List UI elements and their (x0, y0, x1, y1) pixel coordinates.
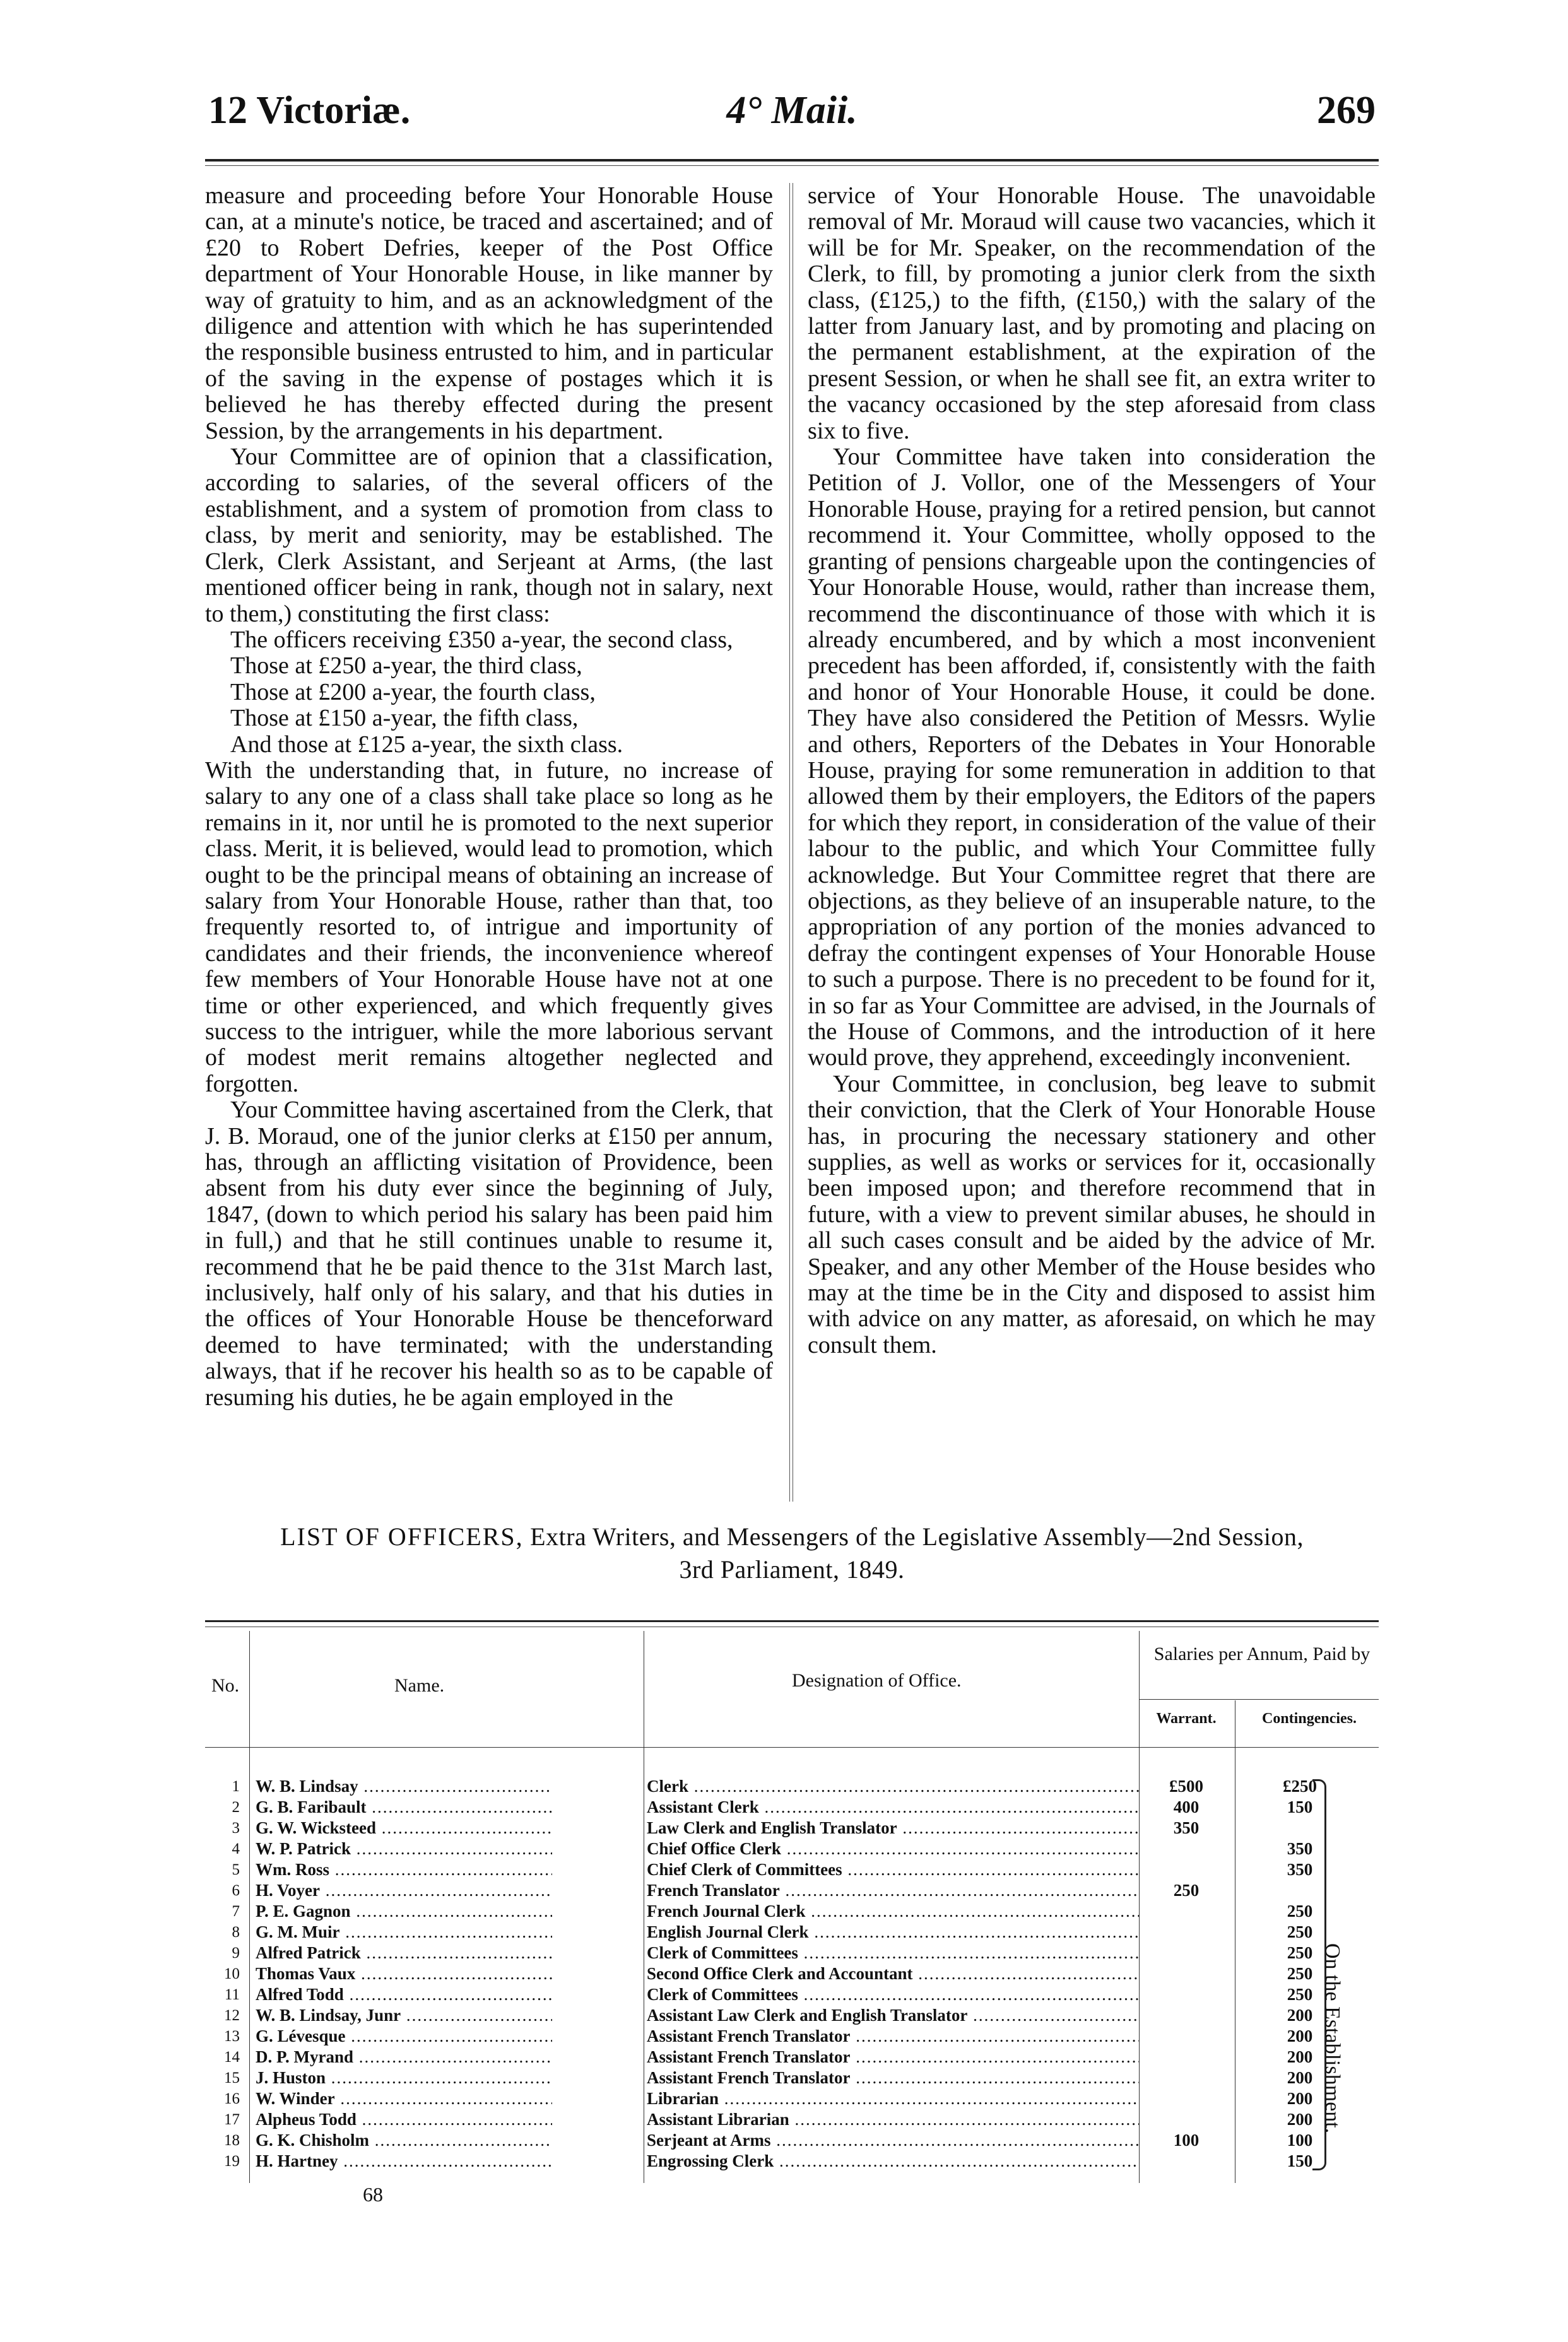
table-top-rule (205, 1620, 1379, 1622)
row-warrant: 100 (1173, 2131, 1200, 2150)
table-row (205, 2130, 1379, 2151)
header-salaries: Salaries per Annum, Paid by (1153, 1644, 1371, 1664)
row-designation: Clerk of Committees ..... (647, 1984, 1139, 2005)
table-header (205, 1631, 1379, 1748)
table-row (205, 2047, 1379, 2068)
row-number: 15 (224, 2069, 240, 2086)
paragraph: Your Committee have taken into consideration the Petition of J. Vollor, one of the Messengers of Your Honorable House, praying for a retired pension, but cannot recommend it. Your Committee, wholly opposed to the granting of pensions chargeable upon the contingencies of Your Honorable House, would, rather than increase them, recommend the discontinuance of those with which it is already encumbered, and by which a most inconvenient precedent has been afforded, if, consistently with the faith and honor of Your Honorable House, it could be done. They have also considered the Petition of Messrs. Wylie and others, Reporters of the Debates in Your Honorable House, praying for some remuneration in addition to that allowed them by their employers, the Editors of the papers for which they report, in consideration of the value of their labour to the public, and which Your Committee fully acknowledge. But Your Committee regret that there are objections, as they believe of an insuperable nature, to the appropriation of any portion of the monies advanced to defray the contingent expenses of Your Honorable House to such a purpose. There is no precedent to be found for it, in so far as Your Committee are advised, in the Journals of the House of Commons, and the introduction of it here would prove, they apprehend, exceedingly inconvenient. (808, 444, 1376, 1071)
salary-class-line: Those at £250 a-year, the third class, (230, 652, 582, 680)
row-contingencies: 350 (1287, 1860, 1313, 1879)
paragraph: Your Committee having ascertained from the Clerk, that J. B. Moraud, one of the junior clerks at £150 per annum, has, through an afflicting visitation of Providence, been absent from his duty ever since the beginning of July, 1847, (down to which period his salary has been paid him in full,) and that he still continues unable to resume it, recommend that he be paid thence to the 31st March last, inclusively, half only of his salary, and that his duties in the offices of Your Honorable House be thenceforward deemed to have terminated; with the understanding always, that if he recover his health so as to be capable of resuming his duties, he be again employed in the (205, 1097, 773, 1411)
row-number: 7 (232, 1903, 240, 1920)
row-designation: Assistant Clerk ..... (647, 1797, 1139, 1818)
row-contingencies: 250 (1287, 1943, 1313, 1962)
row-number: 17 (224, 2111, 240, 2128)
list-title-line2: 3rd Parliament, 1849. (679, 1555, 905, 1584)
row-contingencies: 100 (1287, 2131, 1313, 2150)
side-label: On the Establishment. (1321, 1943, 1344, 2134)
table-row (205, 2151, 1379, 2172)
row-name: G. M. Muir ..... (256, 1922, 552, 1943)
salary-class-line: Those at £200 a-year, the fourth class, (230, 678, 596, 705)
row-designation: Librarian ..... (647, 2088, 1139, 2109)
row-number: 3 (232, 1820, 240, 1837)
row-name: G. B. Faribault ..... (256, 1797, 552, 1818)
row-number: 9 (232, 1945, 240, 1962)
table-row (205, 2068, 1379, 2088)
row-number: 16 (224, 2090, 240, 2107)
table-row (205, 2026, 1379, 2047)
row-number: 12 (224, 2007, 240, 2024)
row-designation: Clerk of Committees ..... (647, 1943, 1139, 1963)
header-regnal-year: 12 Victoriæ. (208, 89, 411, 132)
row-number: 18 (224, 2132, 240, 2149)
left-column (205, 183, 773, 1411)
row-warrant: £500 (1169, 1777, 1203, 1796)
salary-class-line: And those at £125 a-year, the sixth class. (230, 731, 623, 758)
running-header (208, 82, 1376, 139)
table-row (205, 2109, 1379, 2130)
row-designation: Law Clerk and English Translator ..... (647, 1818, 1139, 1839)
row-name: Alfred Todd ..... (256, 1984, 552, 2005)
header-name: Name. (394, 1675, 445, 1696)
row-name: H. Voyer ..... (256, 1880, 552, 1901)
row-number: 19 (224, 2153, 240, 2170)
row-designation: Assistant French Translator ..... (647, 2047, 1139, 2068)
header-contingencies: Contingencies. (1262, 1710, 1357, 1727)
table-row (205, 2005, 1379, 2026)
row-number: 11 (224, 1986, 240, 2003)
row-contingencies: 200 (1287, 2047, 1313, 2066)
row-contingencies: 200 (1287, 2089, 1313, 2108)
table-row (205, 2088, 1379, 2109)
salary-class-line: Those at £150 a-year, the fifth class, (230, 705, 579, 732)
table-row (205, 1943, 1379, 1963)
row-name: W. P. Patrick ..... (256, 1839, 552, 1859)
row-name: D. P. Myrand ..... (256, 2047, 552, 2068)
row-contingencies: £250 (1283, 1777, 1317, 1796)
row-contingencies: 200 (1287, 2110, 1313, 2129)
paragraph: Your Committee, in conclusion, beg leave to submit their conviction, that the Clerk of Your Honorable House has, in procuring the necessary stationery and other supplies, as well as works or services for it, occasionally been imposed upon; and therefore recommend that in future, with a view to prevent similar abuses, he should in all such cases consult and be aided by the advice of Mr. Speaker, and any other Member of the House besides who may at the time be in the City and disposed to assist him with advice on any matter, as aforesaid, on which he may consult them. (808, 1070, 1376, 1358)
row-name: Wm. Ross ..... (256, 1859, 552, 1880)
paragraph: Your Committee are of opinion that a classification, according to salaries, of the several officers of the establishment, and a system of promotion from class to class, by merit and seniority, may be established. The Clerk, Clerk Assistant, and Serjeant at Arms, (the last mentioned officer being in rank, though not in salary, next to them,) constituting the first class: (205, 444, 773, 627)
row-warrant: 250 (1173, 1881, 1200, 1900)
header-no: No. (211, 1675, 240, 1696)
row-name: Thomas Vaux ..... (256, 1963, 552, 1984)
row-warrant: 400 (1173, 1798, 1200, 1816)
row-name: J. Huston ..... (256, 2068, 552, 2088)
table-row (205, 1963, 1379, 1984)
row-designation: Assistant Law Clerk and English Translator ..... (647, 2005, 1139, 2026)
column-divider (789, 183, 793, 1502)
row-designation: Clerk ..... (647, 1776, 1139, 1797)
table-row (205, 1776, 1379, 1797)
row-designation: Assistant French Translator ..... (647, 2068, 1139, 2088)
row-contingencies: 200 (1287, 2068, 1313, 2087)
row-number: 14 (224, 2049, 240, 2066)
row-number: 2 (232, 1799, 240, 1816)
row-contingencies: 350 (1287, 1839, 1313, 1858)
row-contingencies: 250 (1287, 1964, 1313, 1983)
table-row (205, 1859, 1379, 1880)
row-number: 6 (232, 1882, 240, 1899)
row-contingencies: 200 (1287, 2006, 1313, 2025)
salary-header-rule (1139, 1699, 1379, 1700)
paragraph: With the understanding that, in future, no increase of salary to any one of a class shall take place so long as he remains in it, nor until he is promoted to the next superior class. Merit, it is believed, would lead to promotion, which ought to be the principal means of obtaining an increase of salary from Your Honorable House, rather than that, too frequently resorted to, of intrigue and importunity of candidates and their friends, the inconvenience whereof few members of Your Honorable House have not at one time or other experienced, and which frequently gives success to the intriguer, while the more laborious servant of modest merit remains altogether neglected and forgotten. (205, 756, 773, 1097)
row-designation: Engrossing Clerk ..... (647, 2151, 1139, 2172)
header-date: 4° Maii. (726, 89, 858, 132)
row-designation: Chief Office Clerk ..... (647, 1839, 1139, 1859)
table-row (205, 1984, 1379, 2005)
list-title (205, 1521, 1379, 1586)
row-designation: French Journal Clerk ..... (647, 1901, 1139, 1922)
body-columns (205, 183, 1379, 1508)
row-number: 13 (224, 2028, 240, 2045)
table-row (205, 1901, 1379, 1922)
row-name: G. Lévesque ..... (256, 2026, 552, 2047)
row-name: P. E. Gagnon ..... (256, 1901, 552, 1922)
salary-class-line: The officers receiving £350 a-year, the second class, (230, 626, 733, 653)
paragraph: measure and proceeding before Your Honorable House can, at a minute's notice, be traced and ascertained; and of £20 to Robert Defries, keeper of the Post Office department of Your Honorable House, in like manner by way of gratuity to him, and as an acknowledgment of the diligence and attention with which he has superintended the responsible business entrusted to him, and in particular of the saving in the expense of postages which it is believed he has thereby effected during the present Session, by the arrangements in his department. (205, 182, 773, 444)
row-contingencies: 250 (1287, 1922, 1313, 1941)
row-warrant: 350 (1173, 1818, 1200, 1837)
row-name: G. W. Wicksteed ..... (256, 1818, 552, 1839)
table-row (205, 1839, 1379, 1859)
table-row (205, 1797, 1379, 1818)
table-row (205, 1818, 1379, 1839)
row-contingencies: 150 (1287, 1798, 1313, 1816)
header-designation: Designation of Office. (792, 1670, 962, 1691)
row-name: W. B. Lindsay ..... (256, 1776, 552, 1797)
row-designation: Serjeant at Arms ..... (647, 2130, 1139, 2151)
row-contingencies: 150 (1287, 2151, 1313, 2170)
row-designation: Assistant Librarian ..... (647, 2109, 1139, 2130)
row-number: 8 (232, 1924, 240, 1941)
row-designation: French Translator ..... (647, 1880, 1139, 1901)
row-name: W. Winder ..... (256, 2088, 552, 2109)
table-row (205, 1922, 1379, 1943)
row-name: Alfred Patrick ..... (256, 1943, 552, 1963)
row-number: 1 (232, 1778, 240, 1795)
header-bottom-rule (205, 1747, 1379, 1748)
header-rule (205, 159, 1379, 162)
page-number: 269 (1317, 89, 1376, 132)
row-name: H. Hartney ..... (256, 2151, 552, 2172)
row-name: W. B. Lindsay, Junr ..... (256, 2005, 552, 2026)
header-warrant: Warrant. (1156, 1710, 1217, 1727)
table-row (205, 1880, 1379, 1901)
header-rule-thin (205, 165, 1379, 166)
paragraph: service of Your Honorable House. The unavoidable removal of Mr. Moraud will cause two vacancies, which it will be for Mr. Speaker, on the recommendation of the Clerk, to fill, by promoting a junior clerk from the sixth class, (£125,) to the fifth, (£150,) with the salary of the latter from January last, and by promoting and placing on the permanent establishment, at the expiration of the present Session, or when he shall see fit, an extra writer to the vacancy occasioned by the step aforesaid from class six to five. (808, 182, 1376, 444)
row-contingencies: 200 (1287, 2027, 1313, 2045)
row-designation: English Journal Clerk ..... (647, 1922, 1139, 1943)
signature-mark: 68 (363, 2183, 383, 2206)
row-name: G. K. Chisholm ..... (256, 2130, 552, 2151)
row-designation: Second Office Clerk and Accountant ..... (647, 1963, 1139, 1984)
row-contingencies: 250 (1287, 1985, 1313, 2004)
row-number: 5 (232, 1861, 240, 1878)
right-column (808, 183, 1376, 1358)
list-title-rest: Extra Writers, and Messengers of the Legislative Assembly—2nd Session, (530, 1522, 1304, 1551)
row-designation: Chief Clerk of Committees ..... (647, 1859, 1139, 1880)
row-contingencies: 250 (1287, 1902, 1313, 1921)
row-number: 10 (224, 1965, 240, 1982)
list-title-caps: LIST OF OFFICERS, (280, 1522, 524, 1551)
row-number: 4 (232, 1840, 240, 1857)
row-name: Alpheus Todd ..... (256, 2109, 552, 2130)
row-designation: Assistant French Translator ..... (647, 2026, 1139, 2047)
